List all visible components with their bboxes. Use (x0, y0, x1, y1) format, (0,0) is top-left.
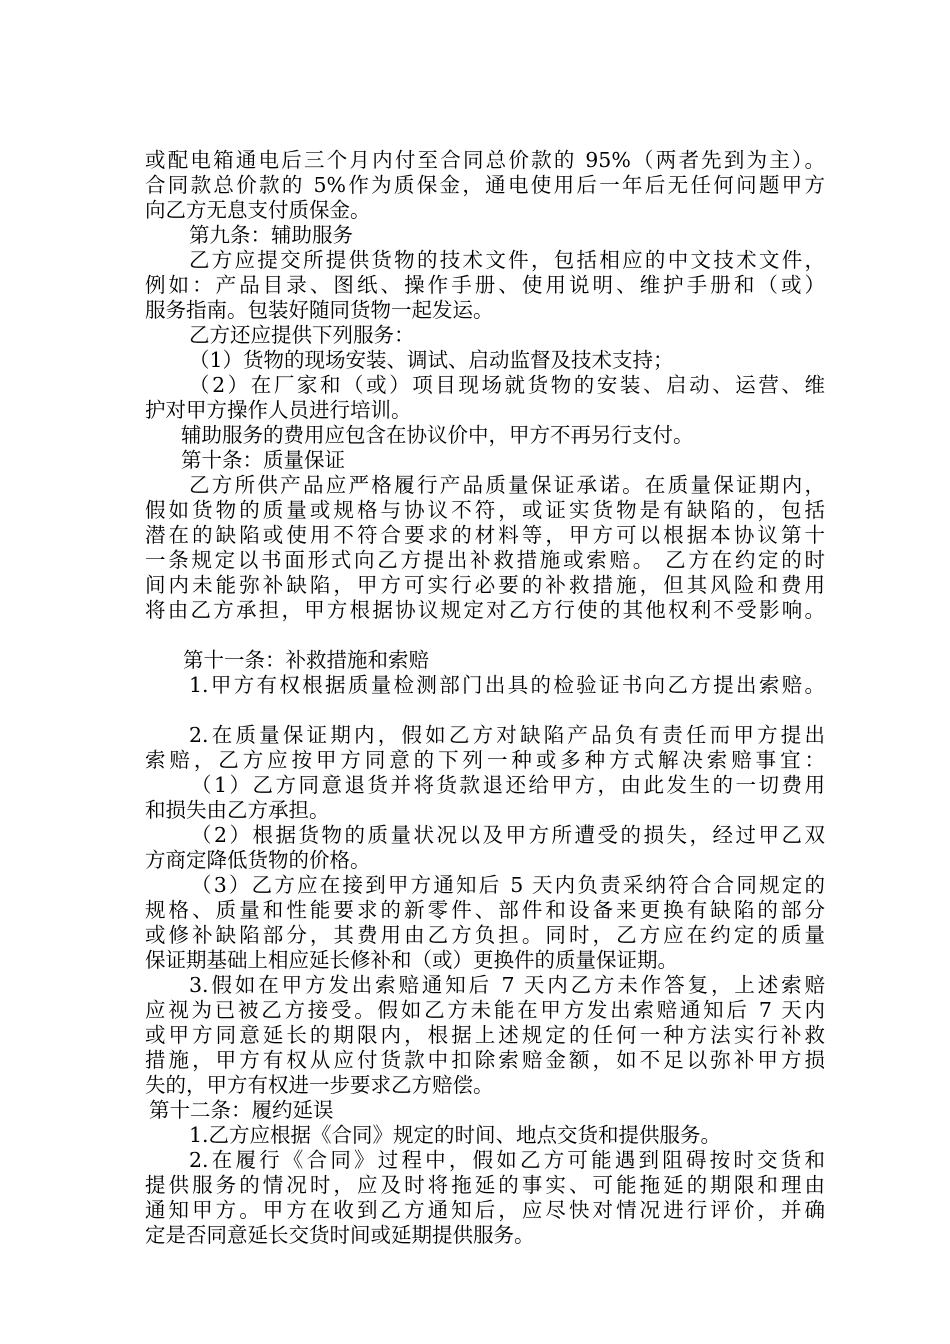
article-heading: 第十二条：履约延误 (149, 1098, 334, 1122)
text-line: 1.甲方有权根据质量检测部门出具的检验证书向乙方提出索赔。 (189, 673, 825, 697)
text-line: 失的，甲方有权进一步要求乙方赔偿。 (145, 1073, 494, 1097)
text-line: 或配电箱通电后三个月内付至合同总价款的 95%（两者先到为主）。 (145, 148, 825, 172)
text-line: 方商定降低货物的价格。 (145, 848, 371, 872)
text-line: 间内未能弥补缺陷，甲方可实行必要的补救措施，但其风险和费用 (145, 573, 825, 597)
text-line: 措施，甲方有权从应付货款中扣除索赔金额，如不足以弥补甲方损 (145, 1048, 825, 1072)
text-line: 或甲方同意延长的期限内，根据上述规定的任何一种方法实行补救 (145, 1023, 825, 1047)
text-line: 乙方所供产品应严格履行产品质量保证承诺。在质量保证期内， (189, 473, 825, 497)
text-line: 应视为已被乙方接受。假如乙方未能在甲方发出索赔通知后 7 天内 (145, 998, 825, 1022)
text-line: 将由乙方承担，甲方根据协议规定对乙方行使的其他权利不受影响。 (145, 598, 825, 622)
text-line: 保证期基础上相应延长修补和（或）更换件的质量保证期。 (145, 948, 678, 972)
article-heading: 第九条：辅助服务 (189, 223, 353, 247)
text-line: 规格、质量和性能要求的新零件、部件和设备来更换有缺陷的部分 (145, 898, 825, 922)
text-line: 潜在的缺陷或使用不符合要求的材料等，甲方可以根据本协议第十 (145, 523, 825, 547)
article-heading: 第十条：质量保证 (181, 448, 345, 472)
text-line: 乙方应提交所提供货物的技术文件，包括相应的中文技术文件， (189, 248, 825, 272)
text-line: 一条规定以书面形式向乙方提出补救措施或索赔。 乙方在约定的时 (145, 548, 825, 572)
text-line: 定是否同意延长交货时间或延期提供服务。 (145, 1223, 535, 1247)
text-line: 例如：产品目录、图纸、操作手册、使用说明、维护手册和（或） (145, 273, 825, 297)
text-line: 或修补缺陷部分，其费用由乙方负担。同时，乙方应在约定的质量 (145, 923, 825, 947)
text-line: 2.在质量保证期内，假如乙方对缺陷产品负有责任而甲方提出 (189, 723, 825, 747)
text-line: 服务指南。包装好随同货物一起发运。 (145, 298, 494, 322)
text-line: 向乙方无息支付质保金。 (145, 198, 371, 222)
list-item: （2）根据货物的质量状况以及甲方所遭受的损失，经过甲乙双 (191, 823, 825, 847)
text-line: 提供服务的情况时，应及时将拖延的事实、可能拖延的期限和理由 (145, 1173, 825, 1197)
text-line: 1.乙方应根据《合同》规定的时间、地点交货和提供服务。 (189, 1123, 722, 1147)
list-item: （2）在厂家和（或）项目现场就货物的安装、启动、运营、维 (189, 373, 825, 397)
text-line: 假如货物的质量或规格与协议不符，或证实货物是有缺陷的，包括 (145, 498, 825, 522)
list-item: （3）乙方应在接到甲方通知后 5 天内负责采纳符合合同规定的 (191, 873, 825, 897)
text-line: 2.在履行《合同》过程中，假如乙方可能遇到阻碍按时交货和 (189, 1148, 825, 1172)
list-item: （1）货物的现场安装、调试、启动监督及技术支持； (189, 348, 674, 372)
list-item: （1）乙方同意退货并将货款退还给甲方，由此发生的一切费用 (191, 773, 825, 797)
text-line: 和损失由乙方承担。 (145, 798, 330, 822)
text-line: 合同款总价款的 5%作为质保金，通电使用后一年后无任何问题甲方 (145, 173, 825, 197)
text-line: 辅助服务的费用应包含在协议价中，甲方不再另行支付。 (181, 423, 694, 447)
text-line: 乙方还应提供下列服务： (189, 323, 415, 347)
text-line: 索赔，乙方应按甲方同意的下列一种或多种方式解决索赔事宜： (145, 748, 825, 772)
text-line: 护对甲方操作人员进行培训。 (145, 398, 412, 422)
article-heading: 第十一条：补救措施和索赔 (183, 648, 429, 672)
text-line: 3.假如在甲方发出索赔通知后 7 天内乙方未作答复，上述索赔 (189, 973, 825, 997)
text-line: 通知甲方。甲方在收到乙方通知后，应尽快对情况进行评价，并确 (145, 1198, 825, 1222)
